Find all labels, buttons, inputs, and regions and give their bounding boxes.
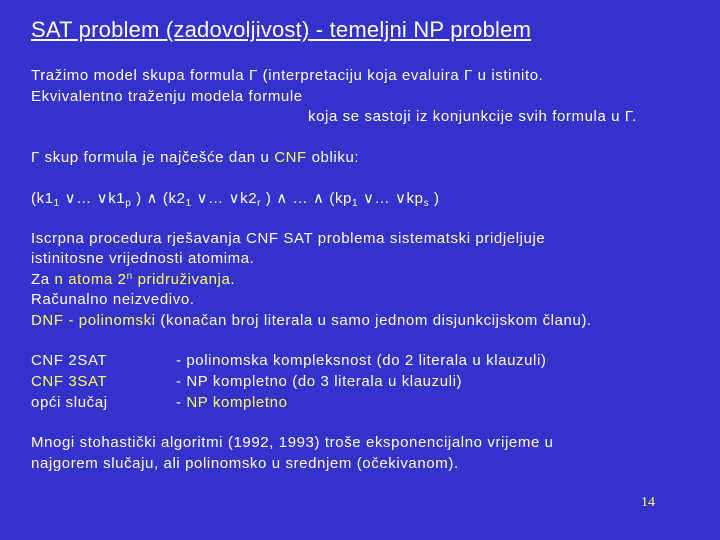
subscript: 1 (53, 198, 60, 209)
page-number: 14 (641, 495, 655, 510)
or-symbol: ∨ (394, 190, 407, 207)
complexity-row-1-label: CNF 2SAT (31, 352, 108, 369)
subscript: 1 (185, 198, 192, 209)
procedure-line-5 (31, 311, 592, 331)
subscript: 1 (352, 198, 359, 209)
exponent-n: n (126, 271, 133, 282)
procedure-line-1: Iscrpna procedura rješavanja CNF SAT problema sistematski pridjeljuje (31, 230, 546, 247)
text: Za (31, 271, 55, 288)
cnf-label: CNF (274, 149, 307, 166)
ellipsis: … (292, 190, 309, 207)
literal-k1: k1 (36, 190, 54, 207)
dnf-explanation: (konačan broj literala u samo jednom disjunkcijskom članu). (155, 312, 592, 329)
complexity-row-2-desc: - NP kompletno (do 3 literala u klauzuli) (176, 373, 463, 390)
period: . (230, 271, 236, 288)
n-highlight: n (54, 271, 64, 288)
closing-line-1: Mnogi stohastički algoritmi (1992, 1993) troše eksponencijalno vrijeme u (31, 434, 554, 451)
two-highlight: 2 (117, 271, 127, 288)
complexity-row-2-label: CNF 3SAT (31, 373, 108, 390)
gamma-text-after: obliku: (306, 149, 360, 166)
complexity-row-1-desc: - polinomska kompleksnost (do 2 literala u klauzuli) (176, 352, 547, 369)
closing-line-2: najgorem slučaju, ali polinomsko u srednjem (očekivanom). (31, 455, 459, 472)
intro-line-3: koja se sastoji iz konjunkcije svih formula u Γ. (308, 108, 637, 125)
complexity-row-3-desc (176, 392, 288, 413)
ellipsis: … (374, 190, 391, 207)
subscript: s (423, 198, 430, 209)
intro-line-1: Tražimo model skupa formula Γ (interpretaciju koja evaluira Γ u istinito. (31, 67, 544, 84)
intro-line-2: Ekvivalentno traženju modela formule (31, 88, 303, 105)
literal-k2: k2 (240, 190, 258, 207)
ellipsis: … (76, 190, 92, 207)
subscript: p (125, 198, 132, 209)
complexity-row-2 (0, 371, 720, 392)
literal-k2: k2 (168, 190, 186, 207)
pridruzivanja-highlight: pridruživanja (132, 271, 231, 288)
and-symbol: ∧ (146, 190, 159, 207)
complexity-row-3-label: opći slučaj (31, 394, 108, 411)
literal-k1: k1 (108, 190, 126, 207)
or-symbol: ∨ (64, 190, 77, 207)
subscript: r (257, 198, 262, 209)
dash: - (176, 394, 187, 411)
complexity-row-1 (0, 350, 720, 371)
or-symbol: ∨ (96, 190, 109, 207)
or-symbol: ∨ (196, 190, 209, 207)
or-symbol: ∨ (228, 190, 241, 207)
gamma-text-before: Γ skup formula je najčešće dan u (31, 149, 275, 166)
cnf-formula: ($k1_1$ ∨… $\vee k1_p$ ) ∧ ($k2_1$ ∨… $\vee k2_r$ ) ∧ … ∧ ($kp_1$ ∨… $\vee kp_s$ ) (31, 190, 440, 209)
ellipsis: … (208, 190, 224, 207)
and-symbol: ∧ (276, 190, 288, 207)
slide-title: SAT problem (zadovoljivost) - temeljni NP problem (31, 17, 532, 42)
procedure-line-4: Računalno neizvedivo. (31, 291, 195, 308)
literal-kp: kp (334, 190, 352, 207)
literal-kp: kp (406, 190, 424, 207)
procedure-line-3 (31, 270, 235, 290)
np-complete-highlight: NP kompletno (186, 394, 288, 411)
atoma-highlight: atoma (63, 271, 118, 288)
or-symbol: ∨ (362, 190, 375, 207)
complexity-row-3 (0, 392, 720, 413)
gamma-line (31, 148, 359, 168)
dnf-highlight: DNF - polinomski (31, 312, 156, 329)
and-symbol: ∧ (312, 190, 325, 207)
procedure-line-2: istinitosne vrijednosti atomima. (31, 250, 255, 267)
